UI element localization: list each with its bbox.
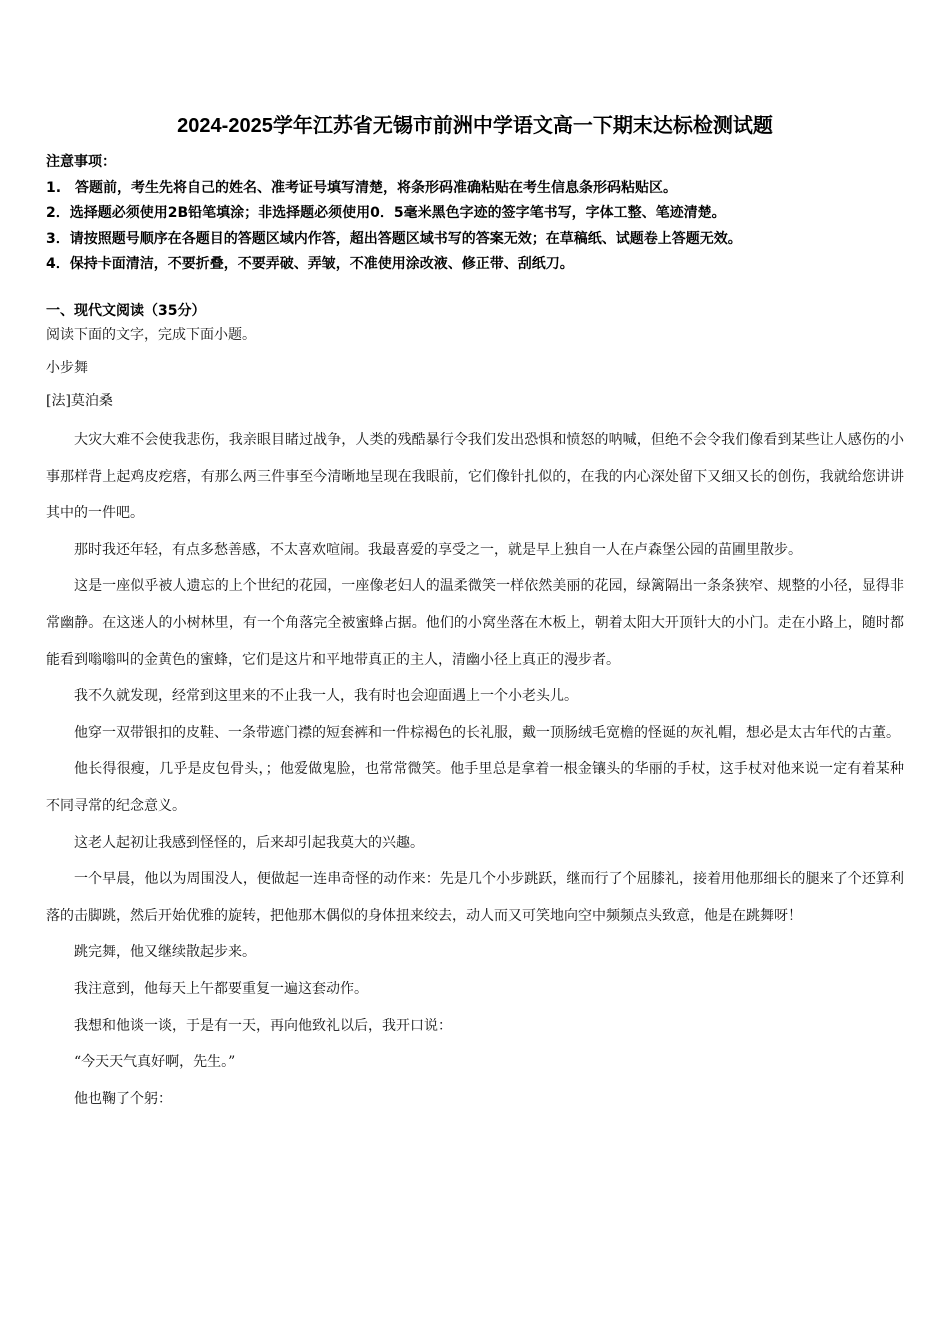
paragraph: 这是一座似乎被人遗忘的上个世纪的花园，一座像老妇人的温柔微笑一样依然美丽的花园，绿篱隔出一条条狭窄、规整的小径，显得非常幽静。在这迷人的小树林里，有一个角落完全被蜜蜂占据。他们的小窝坐落在木板上，朝着太阳大开顶针大的小门。走在小路上，随时都能看到嗡嗡叫的金黄色的蜜蜂，它们是这片和平地带真正的主人，清幽小径上真正的漫步者。 xyxy=(46,578,904,668)
paragraph: 他穿一双带银扣的皮鞋、一条带遮门襟的短套裤和一件棕褐色的长礼服，戴一顶肠绒毛宽檐的怪诞的灰礼帽，想必是太古年代的古董。 xyxy=(74,724,900,741)
article-title: 小步舞 xyxy=(46,360,88,376)
section-heading: 一、现代文阅读（35分） xyxy=(46,303,206,319)
section-instruction: 阅读下面的文字，完成下面小题。 xyxy=(46,327,256,343)
paragraph: 一个早晨，他以为周围没人，便做起一连串奇怪的动作来：先是几个小步跳跃，继而行了个屈膝礼，接着用他那细长的腿来了个还算利落的击脚跳，然后开始优雅的旋转，把他那木偶似的身体扭来绞去，动人而又可笑地向空中频频点头致意，他是在跳舞呀！ xyxy=(46,871,904,924)
paragraph: 这老人起初让我感到怪怪的，后来却引起我莫大的兴趣。 xyxy=(74,834,424,851)
paragraph: 跳完舞，他又继续散起步来。 xyxy=(74,944,256,961)
paragraph: 我注意到，他每天上午都要重复一遍这套动作。 xyxy=(74,980,368,997)
notice-item-2: 2．选择题必须使用2B铅笔填涂；非选择题必须使用0．5毫米黑色字迹的签字笔书写，字体工整、笔迹清楚。 xyxy=(46,205,726,221)
paragraph: 我不久就发现，经常到这里来的不止我一人，我有时也会迎面遇上一个小老头儿。 xyxy=(74,688,578,705)
article-body xyxy=(46,422,904,1117)
notice-heading: 注意事项： xyxy=(46,154,116,170)
paragraph: 大灾大难不会使我悲伤，我亲眼目睹过战争，人类的残酷暴行令我们发出恐惧和愤怒的呐喊，但绝不会令我们像看到某些让人感伤的小事那样背上起鸡皮疙瘩，有那么两三件事至今清晰地呈现在我眼前，它们像针扎似的，在我的内心深处留下又细又长的创伤，我就给您讲讲其中的一件吧。 xyxy=(46,432,904,522)
exam-title: 2024-2025学年江苏省无锡市前洲中学语文高一下期末达标检测试题 xyxy=(177,115,773,137)
article-author: [法]莫泊桑 xyxy=(46,393,113,409)
notice-item-3: 3．请按照题号顺序在各题目的答题区域内作答，超出答题区域书写的答案无效；在草稿纸、试题卷上答题无效。 xyxy=(46,230,742,247)
paragraph: 我想和他谈一谈，于是有一天，再向他致礼以后，我开口说： xyxy=(74,1017,452,1034)
paragraph: 他也鞠了个躬： xyxy=(74,1090,172,1107)
paragraph: “今天天气真好啊，先生。” xyxy=(74,1054,236,1071)
notice-item-1: 1. 答题前，考生先将自己的姓名、准考证号填写清楚，将条形码准确粘贴在考生信息条形码粘贴区。 xyxy=(46,179,678,196)
notice-block xyxy=(46,150,916,278)
notice-item-4: 4．保持卡面清洁，不要折叠，不要弄破、弄皱，不准使用涂改液、修正带、刮纸刀。 xyxy=(46,256,574,272)
paragraph: 那时我还年轻，有点多愁善感，不太喜欢喧闹。我最喜爱的享受之一，就是早上独自一人在卢森堡公园的苗圃里散步。 xyxy=(74,541,802,558)
paragraph: 他长得很瘦，几乎是皮包骨头，；他爱做鬼脸，也常常微笑。他手里总是拿着一根金镶头的华丽的手杖，这手杖对他来说一定有着某种不同寻常的纪念意义。 xyxy=(46,761,904,814)
